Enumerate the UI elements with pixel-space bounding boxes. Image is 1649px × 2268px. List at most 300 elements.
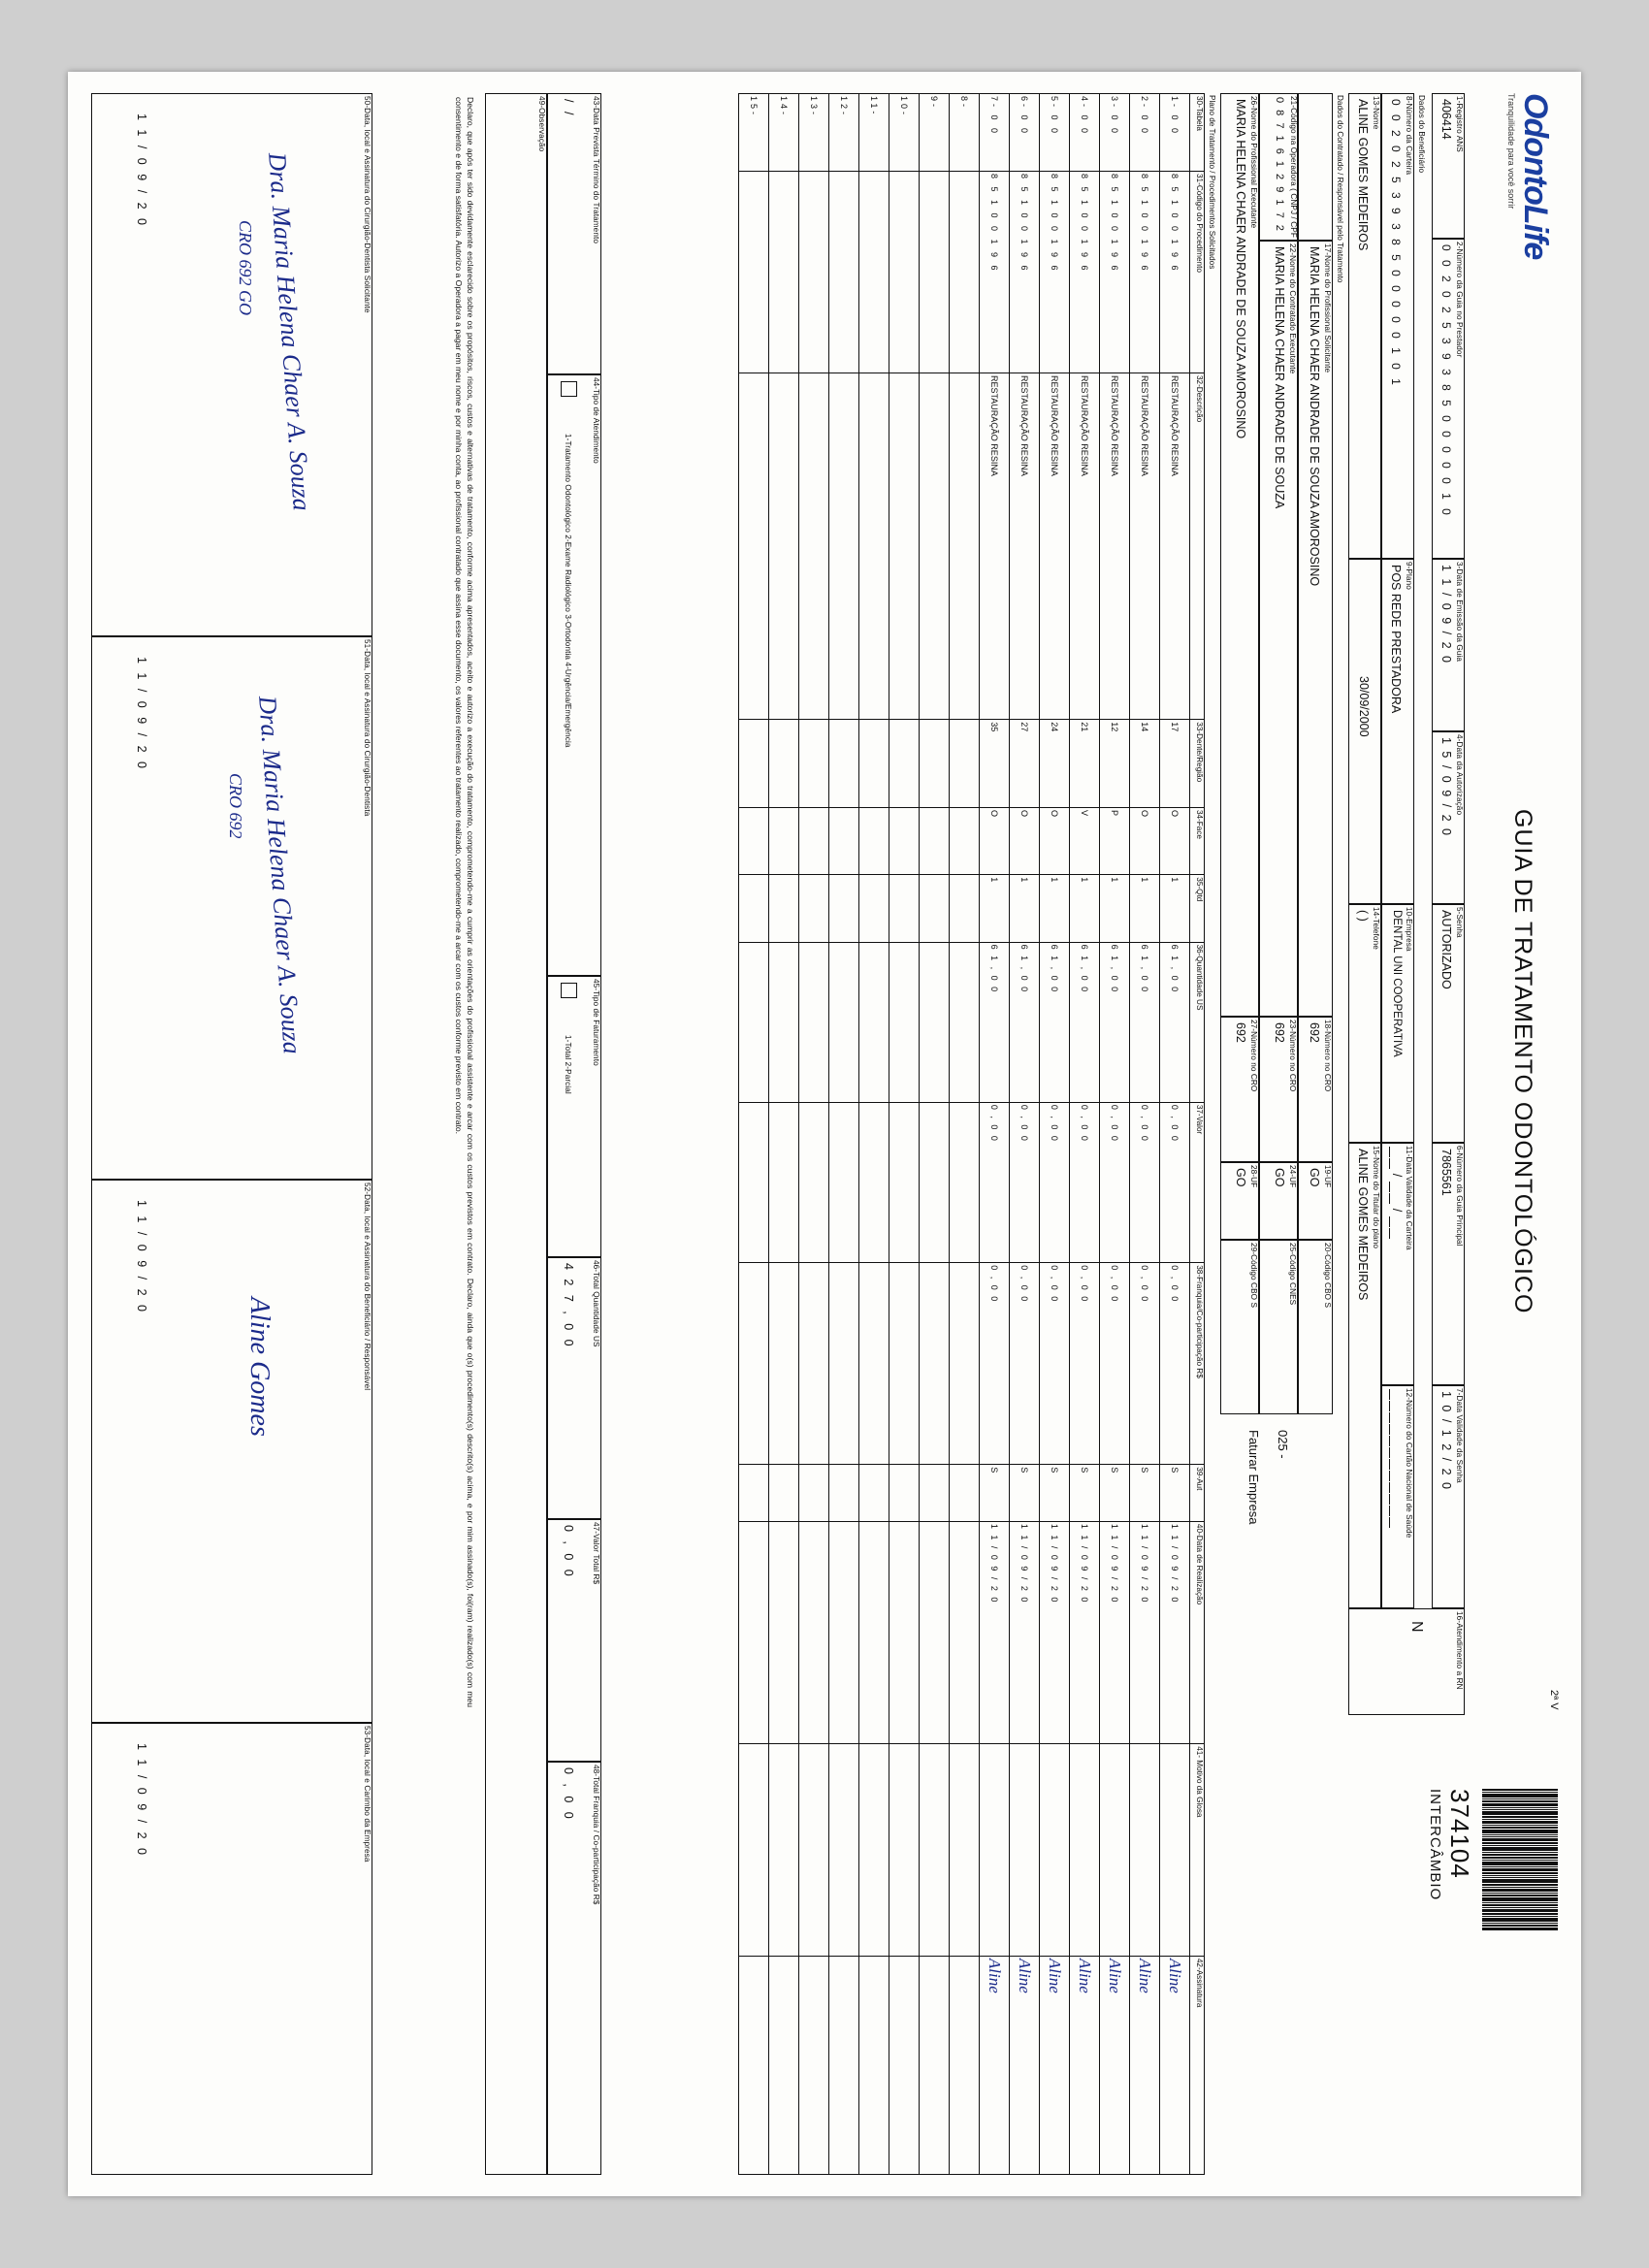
field-assinatura-solicitante[interactable] — [91, 93, 372, 636]
col-descricao: 32-Descrição — [1190, 373, 1205, 719]
table-row[interactable] — [950, 94, 980, 2175]
field-label: 48-Total Franquia / Co-participação R$ — [592, 1765, 600, 1905]
cell-aut[interactable] — [889, 1465, 920, 1522]
cell-qtd[interactable] — [769, 875, 799, 942]
field-value: DENTAL UNI COOPERATIVA — [1391, 910, 1403, 1057]
table-row[interactable] — [1070, 94, 1100, 2175]
cell-quantidade-us[interactable]: 6 1 , 0 0 — [1130, 942, 1160, 1102]
cell-franquia[interactable] — [769, 1263, 799, 1465]
cell-tabela[interactable]: 3- 0 0 — [1100, 94, 1130, 172]
cell-tabela[interactable]: 10- — [889, 94, 920, 172]
field-telefone[interactable] — [1348, 904, 1381, 1143]
field-value: 1 1 / 0 9 / 2 0 — [135, 1743, 148, 1858]
field-label: 5-Senha — [1455, 907, 1464, 938]
field-nome-beneficiario[interactable] — [1348, 93, 1381, 559]
col-qtd-us: 36-Quantidade US — [1190, 942, 1205, 1102]
cell-data-realizacao[interactable] — [739, 1521, 769, 1743]
cell-qtd[interactable] — [889, 875, 920, 942]
field-label: 28-UF — [1249, 1165, 1258, 1188]
field-codigo-operadora-wrapper[interactable] — [1289, 93, 1333, 241]
cell-franquia[interactable]: 0 , 0 0 — [1040, 1263, 1070, 1465]
cell-dente[interactable] — [769, 720, 799, 808]
cell-codigo[interactable]: 8 5 1 0 0 1 9 6 — [1130, 171, 1160, 373]
cell-assinatura[interactable]: Aline — [1040, 1956, 1070, 2174]
tipo-faturamento-box[interactable] — [561, 983, 577, 998]
cell-motivo-glosa[interactable] — [1130, 1744, 1160, 1957]
cell-face[interactable] — [920, 807, 950, 874]
col-valor: 37-Valor — [1190, 1102, 1205, 1262]
field-data-emissao[interactable] — [1432, 559, 1465, 731]
tipo-atendimento-box[interactable] — [561, 381, 577, 397]
cell-dente[interactable] — [859, 720, 889, 808]
cell-codigo[interactable]: 8 5 1 0 0 1 9 6 — [980, 171, 1010, 373]
field-cbos-profissional[interactable] — [1220, 1240, 1259, 1414]
cell-tabela[interactable]: 6- 0 0 — [1010, 94, 1040, 172]
cell-codigo[interactable] — [829, 171, 859, 373]
cell-valor[interactable]: 0 , 0 0 — [1010, 1102, 1040, 1262]
cell-assinatura[interactable] — [889, 1956, 920, 2174]
cell-codigo[interactable]: 8 5 1 0 0 1 9 6 — [1160, 171, 1190, 373]
cell-qtd[interactable] — [799, 875, 829, 942]
cell-motivo-glosa[interactable] — [769, 1744, 799, 1957]
table-row[interactable] — [829, 94, 859, 2175]
cell-qtd[interactable] — [829, 875, 859, 942]
cell-motivo-glosa[interactable] — [1010, 1744, 1040, 1957]
field-data-nascimento[interactable] — [1348, 559, 1381, 904]
cell-descricao[interactable] — [799, 373, 829, 719]
cell-franquia[interactable]: 0 , 0 0 — [1070, 1263, 1100, 1465]
cell-descricao[interactable] — [859, 373, 889, 719]
cell-quantidade-us[interactable] — [769, 942, 799, 1102]
cell-descricao[interactable]: RESTAURAÇÃO RESINA — [1100, 373, 1130, 719]
cell-descricao[interactable] — [889, 373, 920, 719]
cell-dente[interactable]: 24 — [1040, 720, 1070, 808]
cell-codigo[interactable] — [769, 171, 799, 373]
cell-dente[interactable] — [739, 720, 769, 808]
cell-aut[interactable] — [739, 1465, 769, 1522]
cell-descricao[interactable]: RESTAURAÇÃO RESINA — [980, 373, 1010, 719]
cell-qtd[interactable] — [950, 875, 980, 942]
cell-face[interactable]: O — [1040, 807, 1070, 874]
cell-face[interactable]: P — [1100, 807, 1130, 874]
cell-assinatura[interactable] — [769, 1956, 799, 2174]
cell-descricao[interactable]: RESTAURAÇÃO RESINA — [1130, 373, 1160, 719]
cell-face[interactable] — [769, 807, 799, 874]
cell-descricao[interactable] — [829, 373, 859, 719]
field-nome-solicitante[interactable] — [1298, 241, 1333, 1017]
cell-assinatura[interactable] — [950, 1956, 980, 2174]
field-assinatura-beneficiario[interactable] — [91, 1180, 372, 1723]
cell-qtd[interactable]: 1 — [1040, 875, 1070, 942]
field-numero-carteira[interactable] — [1381, 93, 1414, 559]
field-plano[interactable] — [1381, 559, 1414, 904]
cell-dente[interactable]: 17 — [1160, 720, 1190, 808]
field-value: / / — [562, 99, 575, 118]
barcode-label: INTERCÂMBIO — [1427, 1789, 1443, 1901]
cell-valor[interactable] — [799, 1102, 829, 1262]
cell-franquia[interactable]: 0 , 0 0 — [1100, 1263, 1130, 1465]
cell-quantidade-us[interactable]: 6 1 , 0 0 — [1010, 942, 1040, 1102]
field-total-quantidade-us[interactable] — [547, 1257, 601, 1519]
field-data-autorizacao[interactable] — [1432, 731, 1465, 904]
cell-quantidade-us[interactable]: 6 1 , 0 0 — [1040, 942, 1070, 1102]
field-value: 1 5 / 0 9 / 2 0 — [1439, 737, 1453, 837]
field-validade-carteira[interactable]: 11-Data Validade da Carteira / / — [1381, 1143, 1414, 1385]
cell-face[interactable] — [889, 807, 920, 874]
cell-dente[interactable]: 14 — [1130, 720, 1160, 808]
cell-face[interactable] — [739, 807, 769, 874]
table-row[interactable] — [799, 94, 829, 2175]
cell-data-realizacao[interactable] — [950, 1521, 980, 1743]
field-value: MARIA HELENA CHAER ANDRADE DE SOUZA AMOROSINO — [1234, 99, 1247, 439]
cell-codigo[interactable] — [799, 171, 829, 373]
brand-tagline: Tranquilidade para você sorrir — [1506, 93, 1516, 210]
cell-aut[interactable] — [859, 1465, 889, 1522]
field-label: 49-Observação — [537, 96, 546, 152]
field-cns[interactable] — [1381, 1385, 1414, 1608]
cell-aut[interactable] — [829, 1465, 859, 1522]
field-label: 13-Nome — [1372, 96, 1380, 130]
cell-dente[interactable]: 27 — [1010, 720, 1040, 808]
cell-data-realizacao[interactable]: 1 1 / 0 9 / 2 0 — [1130, 1521, 1160, 1743]
field-empresa[interactable] — [1381, 904, 1414, 1143]
field-value: AUTORIZADO — [1439, 910, 1453, 989]
cell-valor[interactable] — [950, 1102, 980, 1262]
field-valor-total[interactable] — [547, 1519, 601, 1762]
field-value: ALINE GOMES MEDEIROS — [1356, 1149, 1370, 1301]
cell-quantidade-us[interactable]: 6 1 , 0 0 — [980, 942, 1010, 1102]
cell-aut[interactable]: S — [1070, 1465, 1100, 1522]
cell-tabela[interactable]: 11- — [859, 94, 889, 172]
cell-tabela[interactable]: 9- — [920, 94, 950, 172]
field-uf-profissional[interactable] — [1220, 1162, 1259, 1240]
cell-aut[interactable]: S — [1010, 1465, 1040, 1522]
cell-quantidade-us[interactable] — [950, 942, 980, 1102]
cell-data-realizacao[interactable]: 1 1 / 0 9 / 2 0 — [1010, 1521, 1040, 1743]
cell-dente[interactable] — [950, 720, 980, 808]
cell-franquia[interactable] — [950, 1263, 980, 1465]
field-numero-guia-prestador[interactable] — [1432, 239, 1465, 559]
cell-aut[interactable]: S — [980, 1465, 1010, 1522]
cell-quantidade-us[interactable]: 6 1 , 0 0 — [1160, 942, 1190, 1102]
table-row[interactable] — [1130, 94, 1160, 2175]
cell-qtd[interactable]: 1 — [1010, 875, 1040, 942]
table-row[interactable] — [739, 94, 769, 2175]
field-label: 50-Data, local e Assinatura do Cirurgião-Dentista Solicitante — [363, 96, 372, 313]
cell-valor[interactable] — [769, 1102, 799, 1262]
cell-valor[interactable]: 0 , 0 0 — [1160, 1102, 1190, 1262]
cell-dente[interactable]: 35 — [980, 720, 1010, 808]
cell-aut[interactable] — [920, 1465, 950, 1522]
cell-motivo-glosa[interactable] — [889, 1744, 920, 1957]
field-value: 692 — [1308, 1022, 1321, 1043]
cell-qtd[interactable] — [859, 875, 889, 942]
cell-franquia[interactable]: 0 , 0 0 — [1130, 1263, 1160, 1465]
field-atendimento-rn[interactable] — [1348, 1608, 1465, 1715]
cell-qtd[interactable] — [920, 875, 950, 942]
cell-assinatura[interactable]: Aline — [1010, 1956, 1040, 2174]
table-row[interactable] — [920, 94, 950, 2175]
cell-motivo-glosa[interactable] — [859, 1744, 889, 1957]
field-observacao[interactable] — [485, 93, 547, 2175]
cell-descricao[interactable] — [739, 373, 769, 719]
cell-franquia[interactable]: 0 , 0 0 — [980, 1263, 1010, 1465]
cell-motivo-glosa[interactable] — [1040, 1744, 1070, 1957]
cell-data-realizacao[interactable] — [799, 1521, 829, 1743]
cell-motivo-glosa[interactable] — [1100, 1744, 1130, 1957]
field-cnes[interactable] — [1259, 1240, 1298, 1414]
cell-quantidade-us[interactable] — [829, 942, 859, 1102]
cell-face[interactable] — [799, 807, 829, 874]
cell-data-realizacao[interactable] — [829, 1521, 859, 1743]
cell-tabela[interactable]: 15- — [739, 94, 769, 172]
cell-quantidade-us[interactable]: 6 1 , 0 0 — [1100, 942, 1130, 1102]
cell-franquia[interactable] — [920, 1263, 950, 1465]
cell-face[interactable] — [829, 807, 859, 874]
cell-franquia[interactable] — [829, 1263, 859, 1465]
field-value: 1 1 / 0 9 / 2 0 — [135, 113, 148, 228]
field-value: POS REDE PRESTADORA — [1389, 565, 1403, 714]
cell-descricao[interactable] — [950, 373, 980, 719]
cell-qtd[interactable]: 1 — [1070, 875, 1100, 942]
cell-assinatura[interactable] — [920, 1956, 950, 2174]
field-cbos-solicitante[interactable] — [1298, 1240, 1333, 1414]
cell-valor[interactable]: 0 , 0 0 — [1130, 1102, 1160, 1262]
cell-tabela[interactable]: 4- 0 0 — [1070, 94, 1100, 172]
cell-assinatura[interactable]: Aline — [1100, 1956, 1130, 2174]
cell-descricao[interactable]: RESTAURAÇÃO RESINA — [1070, 373, 1100, 719]
cell-motivo-glosa[interactable] — [799, 1744, 829, 1957]
field-label: 9-Plano — [1405, 562, 1413, 590]
handwritten-signature-solicitante: Dra. Maria Helena Chaer A. Souza — [263, 151, 316, 512]
table-row[interactable] — [1160, 94, 1190, 2175]
cell-dente[interactable] — [829, 720, 859, 808]
col-codigo: 31-Código do Procedimento — [1190, 171, 1205, 373]
cell-assinatura[interactable]: Aline — [1070, 1956, 1100, 2174]
field-total-franquia[interactable] — [547, 1762, 601, 2175]
cell-valor[interactable]: 0 , 0 0 — [1040, 1102, 1070, 1262]
cell-tabela[interactable]: 2- 0 0 — [1130, 94, 1160, 172]
table-row[interactable] — [980, 94, 1010, 2175]
cell-dente[interactable] — [920, 720, 950, 808]
table-row[interactable] — [769, 94, 799, 2175]
cell-data-realizacao[interactable]: 1 1 / 0 9 / 2 0 — [1070, 1521, 1100, 1743]
cell-codigo[interactable]: 8 5 1 0 0 1 9 6 — [1070, 171, 1100, 373]
cell-tabela[interactable]: 8- — [950, 94, 980, 172]
cell-codigo[interactable] — [920, 171, 950, 373]
cell-quantidade-us[interactable]: 6 1 , 0 0 — [1070, 942, 1100, 1102]
field-label: 45-Tipo de Faturamento — [592, 979, 600, 1066]
cell-assinatura[interactable] — [799, 1956, 829, 2174]
field-tipo-faturamento[interactable] — [547, 976, 601, 1257]
cell-motivo-glosa[interactable] — [739, 1744, 769, 1957]
cell-franquia[interactable]: 0 , 0 0 — [1010, 1263, 1040, 1465]
field-uf-solicitante[interactable] — [1298, 1162, 1333, 1240]
cell-valor[interactable] — [889, 1102, 920, 1262]
cell-dente[interactable]: 21 — [1070, 720, 1100, 808]
field-label: 22-Nome do Contratado Executante — [1288, 243, 1297, 374]
cell-data-realizacao[interactable]: 1 1 / 0 9 / 2 0 — [1160, 1521, 1190, 1743]
field-nome-contratado-executante[interactable] — [1259, 241, 1298, 1017]
cell-tabela[interactable]: 1- 0 0 — [1160, 94, 1190, 172]
cell-valor[interactable]: 0 , 0 0 — [1070, 1102, 1100, 1262]
cell-motivo-glosa[interactable] — [980, 1744, 1010, 1957]
field-label: 18-Número no CRO — [1323, 1020, 1332, 1092]
cell-franquia[interactable] — [799, 1263, 829, 1465]
field-senha[interactable] — [1432, 904, 1465, 1143]
cell-codigo[interactable] — [889, 171, 920, 373]
cell-quantidade-us[interactable] — [859, 942, 889, 1102]
field-label: 43-Data Prevista Término do Tratamento — [592, 96, 600, 244]
cell-codigo[interactable]: 8 5 1 0 0 1 9 6 — [1010, 171, 1040, 373]
field-nome-titular[interactable] — [1348, 1143, 1381, 1608]
field-cro-solicitante[interactable] — [1298, 1017, 1333, 1162]
field-value: GO — [1308, 1168, 1321, 1187]
cell-aut[interactable]: S — [1130, 1465, 1160, 1522]
cell-qtd[interactable] — [739, 875, 769, 942]
cell-quantidade-us[interactable] — [889, 942, 920, 1102]
cell-aut[interactable]: S — [1160, 1465, 1190, 1522]
cell-assinatura[interactable] — [859, 1956, 889, 2174]
cell-data-realizacao[interactable] — [859, 1521, 889, 1743]
cell-tabela[interactable]: 5- 0 0 — [1040, 94, 1070, 172]
cell-data-realizacao[interactable]: 1 1 / 0 9 / 2 0 — [1100, 1521, 1130, 1743]
field-assinatura-dentista[interactable] — [91, 636, 372, 1180]
cell-aut[interactable] — [769, 1465, 799, 1522]
cell-valor[interactable] — [859, 1102, 889, 1262]
cell-franquia[interactable] — [859, 1263, 889, 1465]
field-tipo-atendimento[interactable] — [547, 374, 601, 976]
table-row[interactable] — [1010, 94, 1040, 2175]
cell-aut[interactable] — [950, 1465, 980, 1522]
col-tabela: 30-Tabela — [1190, 94, 1205, 172]
cell-franquia[interactable]: 0 , 0 0 — [1160, 1263, 1190, 1465]
cell-face[interactable] — [950, 807, 980, 874]
cell-motivo-glosa[interactable] — [1070, 1744, 1100, 1957]
cell-tabela[interactable]: 13- — [799, 94, 829, 172]
field-label: 3-Data de Emissão da Guia — [1455, 562, 1464, 663]
field-value: 1 1 / 0 9 / 2 0 — [1439, 565, 1453, 664]
field-data-validade-senha[interactable] — [1432, 1385, 1465, 1608]
field-nome-profissional-executante[interactable] — [1220, 93, 1259, 1017]
cell-motivo-glosa[interactable] — [1160, 1744, 1190, 1957]
cell-codigo[interactable] — [739, 171, 769, 373]
cell-data-realizacao[interactable] — [769, 1521, 799, 1743]
cell-tabela[interactable]: 7- 0 0 — [980, 94, 1010, 172]
declaration-text: Declaro, que após ter sido devidamente esclarecido sobre os propósitos, riscos, custos e alternativas de tratamento, conforme acima apresentados, aceito e autorizo a execução do tratamento, comprometendo-me a cumprir as orientações do profissional assistente e arcar com os custos previstos em contrato. Declaro, ainda que o(s) procedimento(s) descrito(s) acima, e por mim assinado(s), foi(ram) realizado(s) com meu consentimento e de forma satisfatória. Autorizo a Operadora a pagar em meu nome e por minha conta, ao profissional contratado que assina esse documento, os valores referentes ao tratamento realizado, comprometendo-me a arcar com os custos conforme previsto em contrato. — [454, 97, 475, 1707]
cell-quantidade-us[interactable] — [739, 942, 769, 1102]
cell-face[interactable]: V — [1070, 807, 1100, 874]
cell-descricao[interactable] — [920, 373, 950, 719]
brand-logo-text: OdontoLife — [1517, 93, 1554, 260]
cell-descricao[interactable]: RESTAURAÇÃO RESINA — [1160, 373, 1190, 719]
table-row[interactable] — [1040, 94, 1070, 2175]
field-value: 0 0 2 0 2 5 3 9 3 8 5 0 0 0 0 0 1 0 — [1439, 244, 1453, 518]
cell-valor[interactable] — [829, 1102, 859, 1262]
cell-quantidade-us[interactable] — [799, 942, 829, 1102]
cell-data-realizacao[interactable]: 1 1 / 0 9 / 2 0 — [1040, 1521, 1070, 1743]
cell-assinatura[interactable]: Aline — [1160, 1956, 1190, 2174]
cell-valor[interactable] — [739, 1102, 769, 1262]
cell-valor[interactable] — [920, 1102, 950, 1262]
field-numero-guia-principal[interactable] — [1432, 1143, 1465, 1385]
cell-face[interactable]: O — [1130, 807, 1160, 874]
cell-motivo-glosa[interactable] — [950, 1744, 980, 1957]
cell-codigo[interactable] — [950, 171, 980, 373]
cell-face[interactable] — [859, 807, 889, 874]
cell-dente[interactable] — [889, 720, 920, 808]
cell-codigo[interactable] — [859, 171, 889, 373]
cell-aut[interactable]: S — [1040, 1465, 1070, 1522]
cell-aut[interactable]: S — [1100, 1465, 1130, 1522]
field-label: 1-Registro ANS — [1455, 96, 1464, 152]
field-label: 11-Data Validade da Carteira — [1405, 1146, 1413, 1250]
cell-valor[interactable]: 0 , 0 0 — [980, 1102, 1010, 1262]
cell-descricao[interactable]: RESTAURAÇÃO RESINA — [1040, 373, 1070, 719]
cell-descricao[interactable] — [769, 373, 799, 719]
field-carimbo-empresa[interactable] — [91, 1723, 372, 2175]
cell-face[interactable]: O — [1160, 807, 1190, 874]
field-label: 25-Código CNES — [1288, 1243, 1297, 1306]
table-row[interactable] — [1100, 94, 1130, 2175]
cell-dente[interactable]: 12 — [1100, 720, 1130, 808]
table-row[interactable] — [889, 94, 920, 2175]
field-cro-executante[interactable] — [1259, 1017, 1298, 1162]
cell-qtd[interactable]: 1 — [980, 875, 1010, 942]
cell-qtd[interactable]: 1 — [1100, 875, 1130, 942]
cell-dente[interactable] — [799, 720, 829, 808]
cell-face[interactable]: O — [1010, 807, 1040, 874]
cell-aut[interactable] — [799, 1465, 829, 1522]
cell-data-realizacao[interactable]: 1 1 / 0 9 / 2 0 — [980, 1521, 1010, 1743]
field-label: 26-Nome do Profissional Executante — [1249, 96, 1258, 229]
field-codigo-operadora[interactable] — [1259, 93, 1298, 241]
cell-assinatura[interactable] — [739, 1956, 769, 2174]
cell-face[interactable]: O — [980, 807, 1010, 874]
cell-assinatura[interactable]: Aline — [1130, 1956, 1160, 2174]
cell-tabela[interactable]: 12- — [829, 94, 859, 172]
cell-franquia[interactable] — [739, 1263, 769, 1465]
procedures-table — [738, 93, 1205, 2175]
field-data-termino[interactable] — [547, 93, 601, 374]
cell-qtd[interactable]: 1 — [1160, 875, 1190, 942]
cell-motivo-glosa[interactable] — [920, 1744, 950, 1957]
field-label: 21-Código na Operadora ( CNPJ / CPF — [1289, 96, 1298, 238]
cell-data-realizacao[interactable] — [920, 1521, 950, 1743]
cell-tabela[interactable]: 14- — [769, 94, 799, 172]
cell-assinatura[interactable] — [829, 1956, 859, 2174]
cell-quantidade-us[interactable] — [920, 942, 950, 1102]
cell-franquia[interactable] — [889, 1263, 920, 1465]
cell-codigo[interactable]: 8 5 1 0 0 1 9 6 — [1040, 171, 1070, 373]
field-uf-executante[interactable] — [1259, 1162, 1298, 1240]
field-value: ( ) — [1356, 910, 1370, 922]
field-cro-profissional[interactable] — [1220, 1017, 1259, 1162]
field-value: 692 — [1234, 1022, 1247, 1043]
field-value — [1389, 1389, 1404, 1529]
field-value: 1 0 / 1 2 / 2 0 — [1439, 1391, 1453, 1491]
cell-motivo-glosa[interactable] — [829, 1744, 859, 1957]
field-registro-ans[interactable] — [1432, 93, 1465, 239]
cell-qtd[interactable]: 1 — [1130, 875, 1160, 942]
table-row[interactable] — [859, 94, 889, 2175]
cell-valor[interactable]: 0 , 0 0 — [1100, 1102, 1130, 1262]
cell-descricao[interactable]: RESTAURAÇÃO RESINA — [1010, 373, 1040, 719]
field-value: 0 , 0 0 — [562, 1525, 575, 1579]
cell-assinatura[interactable]: Aline — [980, 1956, 1010, 2174]
cell-codigo[interactable]: 8 5 1 0 0 1 9 6 — [1100, 171, 1130, 373]
cell-data-realizacao[interactable] — [889, 1521, 920, 1743]
